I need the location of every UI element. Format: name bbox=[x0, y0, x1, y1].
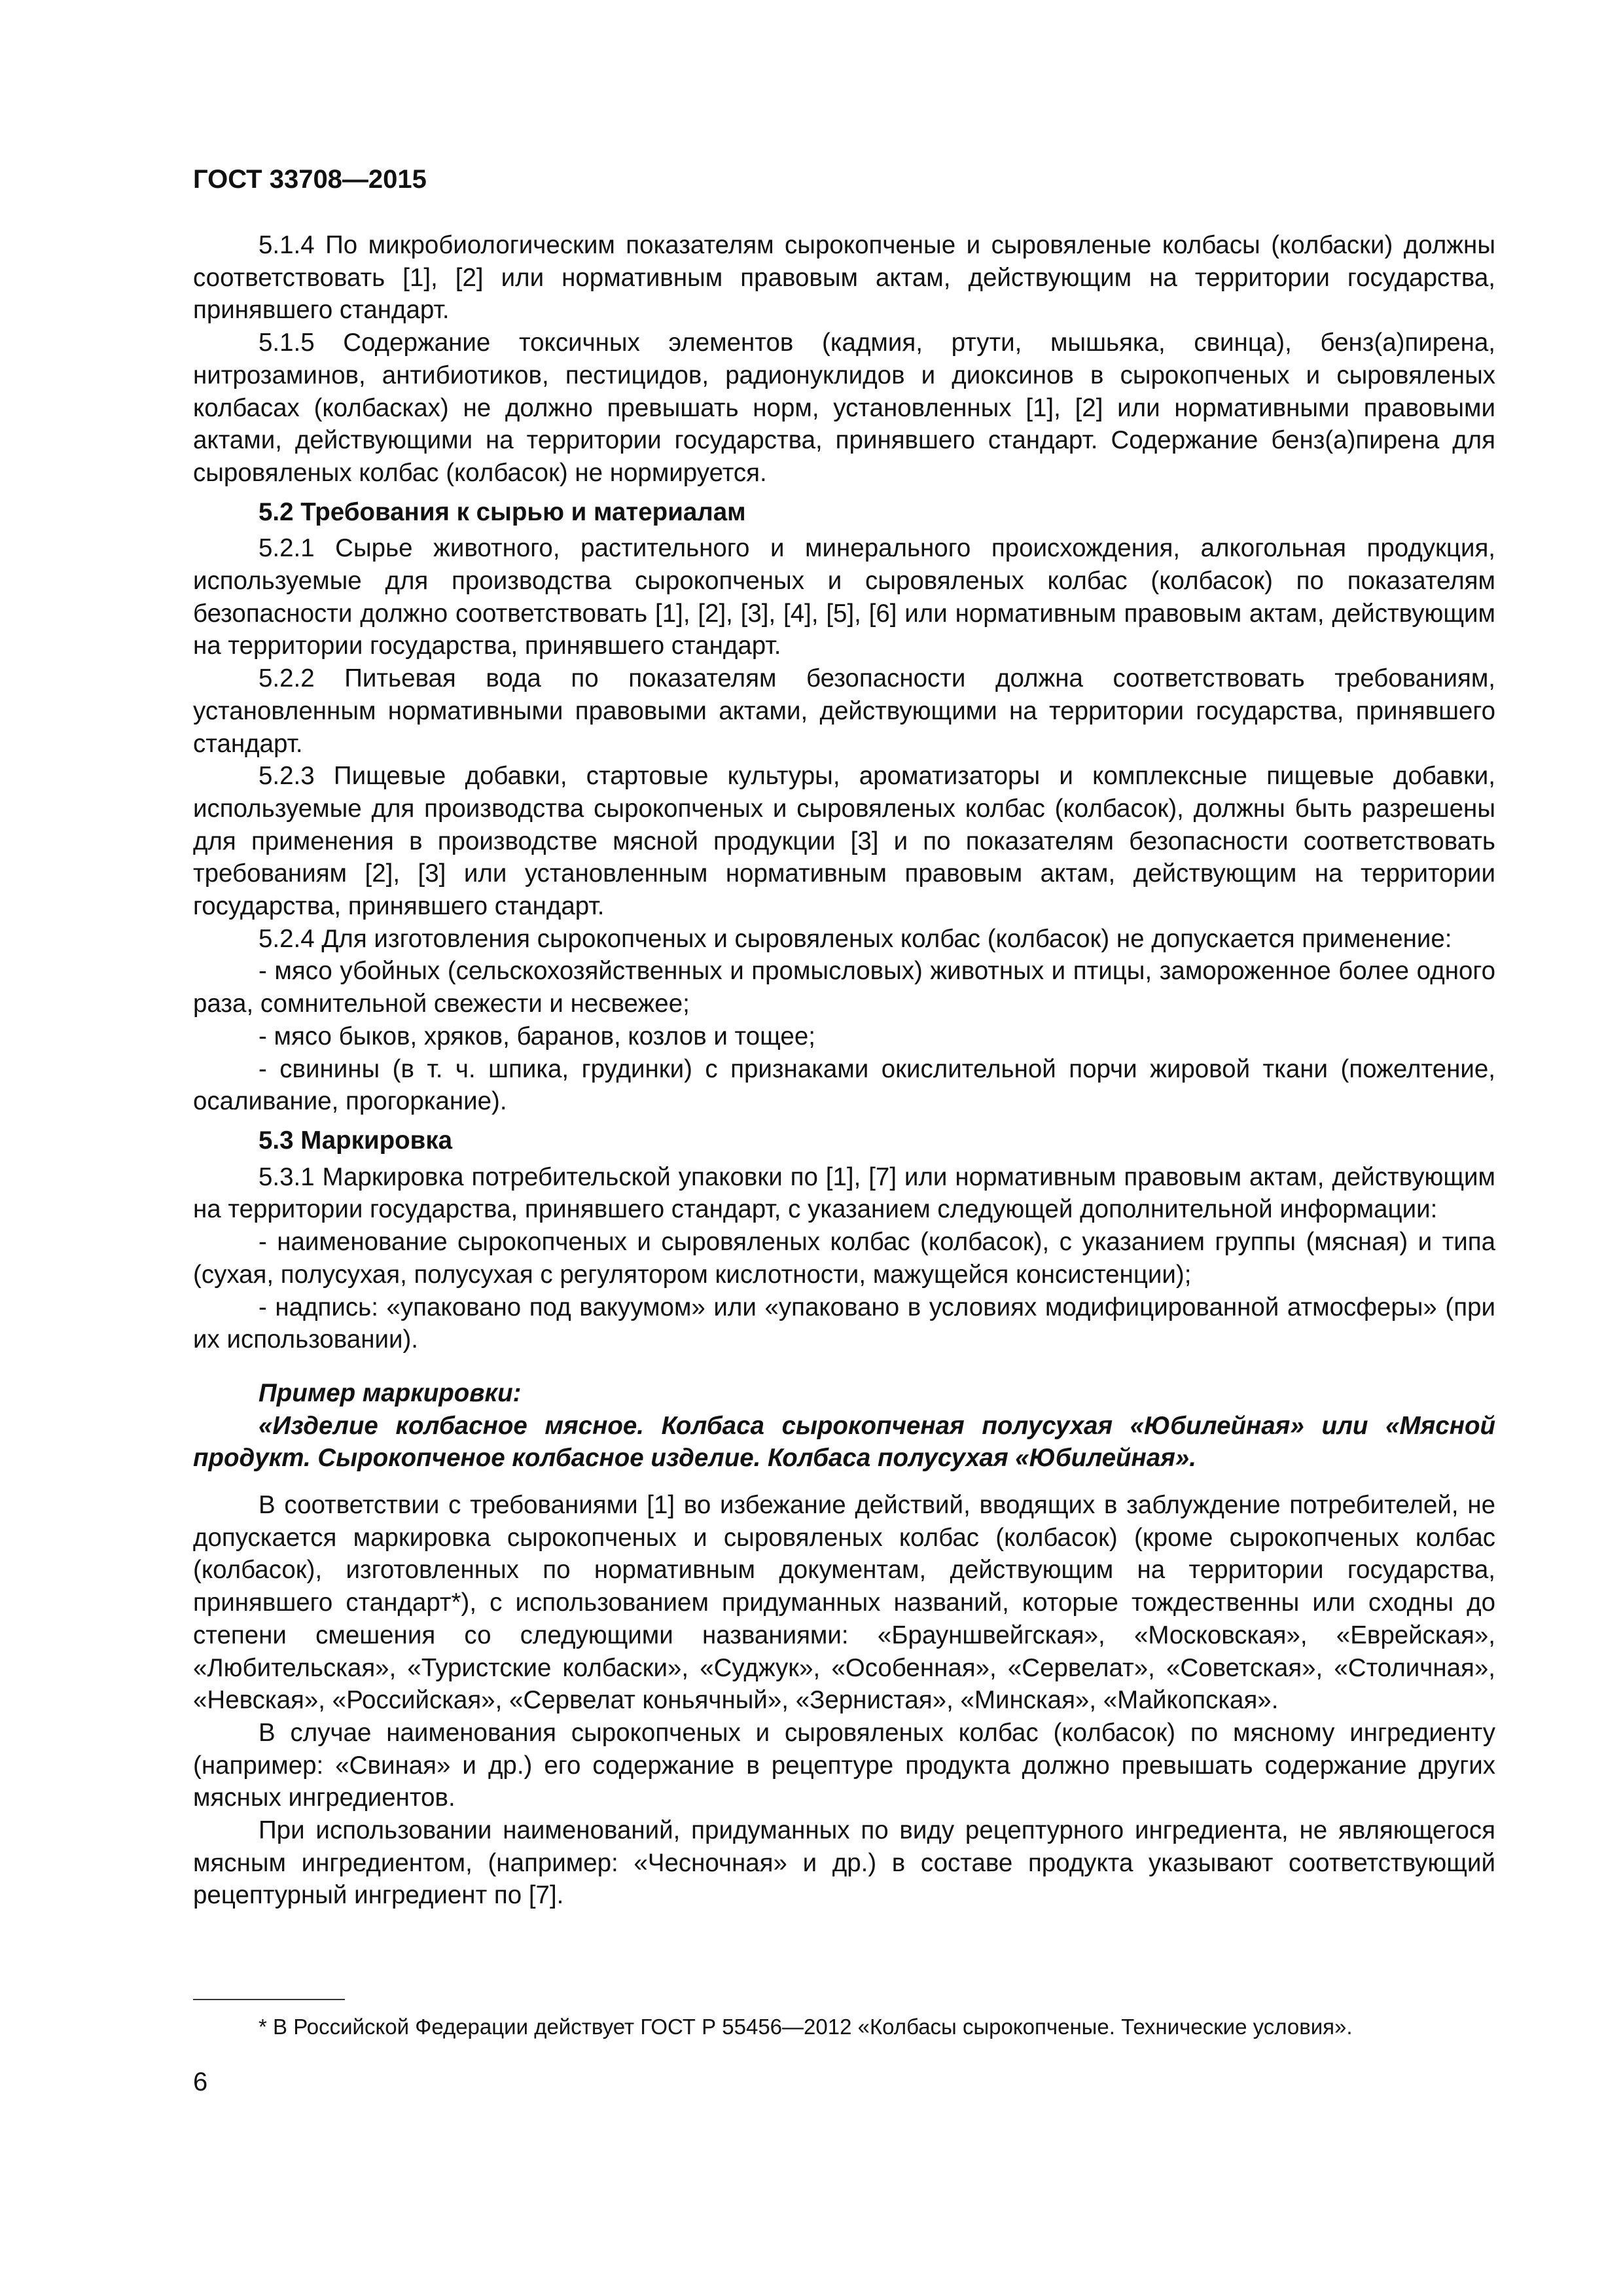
paragraph-5-2-4: 5.2.4 Для изготовления сырокопченых и сыровяленых колбас (колбасок) не допускается применение: bbox=[259, 924, 1452, 953]
paragraph-5-2-2: 5.2.2 Питьевая вода по показателям безопасности должна соответствовать требованиям, установленным нормативными правовыми актами, действующими на территории государства, принявшего стандарт. bbox=[193, 664, 1495, 758]
paragraph-ingredient: В случае наименования сырокопченых и сыровяленых колбас (колбасок) по мясному ингредиенту (например: «Свиная» и др.) его содержание в рецептуре продукта должно превышать содержание других мясных ингредиентов. bbox=[193, 1718, 1495, 1812]
list-item: - мясо быков, хряков, баранов, козлов и тощее; bbox=[259, 1022, 815, 1050]
section-heading-5-3: 5.3 Маркировка bbox=[259, 1126, 453, 1155]
paragraph-5-1-5: 5.1.5 Содержание токсичных элементов (кадмия, ртути, мышьяка, свинца), бенз(а)пирена, нитрозаминов, антибиотиков, пестицидов, радионуклидов и диоксинов в сырокопченых и сыровяленых колбасах (колбасках) не должно превышать норм, установленных [1], [2] или нормативными правовыми актами, действующими на территории государства, принявшего стандарт. Содержание бенз(а)пирена для сыровяленых колбас (колбасок) не нормируется. bbox=[193, 329, 1495, 487]
footnote: * В Российской Федерации действует ГОСТ Р 55456—2012 «Колбасы сырокопченые. Технические условия». bbox=[259, 2015, 1353, 2039]
document-body bbox=[193, 229, 1495, 1912]
paragraph-5-1-4: 5.1.4 По микробиологическим показателям сырокопченые и сыровяленые колбасы (колбаски) должны соответствовать [1], [2] или нормативным правовым актам, действующим на территории государства, принявшего стандарт. bbox=[193, 231, 1495, 325]
footnote-divider bbox=[193, 1999, 345, 2000]
list-item: - наименование сырокопченых и сыровяленых колбас (колбасок), с указанием группы (мясная) и типа (сухая, полусухая, полусухая с регулятором кислотности, мажущейся консистенции); bbox=[193, 1228, 1495, 1289]
page-number: 6 bbox=[193, 2068, 208, 2096]
example-text: «Изделие колбасное мясное. Колбаса сырокопченая полусухая «Юбилейная» или «Мясной продукт. Сырокопченое колбасное изделие. Колбаса полусухая «Юбилейная». bbox=[193, 1411, 1495, 1473]
document-header: ГОСТ 33708—2015 bbox=[193, 165, 427, 194]
list-item: - мясо убойных (сельскохозяйственных и промысловых) животных и птицы, замороженное более одного раза, сомнительной свежести и несвежее; bbox=[193, 957, 1495, 1018]
list-item: - надпись: «упаковано под вакуумом» или «упаковано в условиях модифицированной атмосферы» (при их использовании). bbox=[193, 1293, 1495, 1354]
paragraph-names: В соответствии с требованиями [1] во избежание действий, вводящих в заблуждение потребителей, не допускается маркировка сырокопченых и сыровяленых колбас (колбасок) (кроме сырокопченых колбас (колбасок), изготовленных по нормативным документам, действующим на территории государства, принявшего стандарт*), с использованием придуманных названий, которые тождественны или сходны до степени смешения со следующими названиями: «Брауншвейгская», «Московская», «Еврейская», «Любительская», «Туристские колбаски», «Суджук», «Особенная», «Сервелат», «Советская», «Столичная», «Невская», «Российская», «Сервелат коньячный», «Зернистая», «Минская», «Майкопская». bbox=[193, 1491, 1495, 1715]
paragraph-recipe: При использовании наименований, придуманных по виду рецептурного ингредиента, не являющегося мясным ингредиентом, (например: «Чесночная» и др.) в составе продукта указывают соответствующий рецептурный ингредиент по [7]. bbox=[193, 1816, 1495, 1910]
section-heading-5-2: 5.2 Требования к сырью и материалам bbox=[259, 497, 746, 526]
paragraph-5-3-1: 5.3.1 Маркировка потребительской упаковки по [1], [7] или нормативным правовым актам, действующим на территории государства, принявшего стандарт, с указанием следующей дополнительной информации: bbox=[193, 1162, 1495, 1224]
example-title: Пример маркировки: bbox=[259, 1378, 522, 1407]
paragraph-5-2-1: 5.2.1 Сырье животного, растительного и минерального происхождения, алкогольная продукция, используемые для производства сырокопченых и сыровяленых колбас (колбасок) по показателям безопасности должно соответствовать [1], [2], [3], [4], [5], [6] или нормативным правовым актам, действующим на территории государства, принявшего стандарт. bbox=[193, 534, 1495, 660]
list-item: - свинины (в т. ч. шпика, грудинки) с признаками окислительной порчи жировой ткани (пожелтение, осаливание, прогоркание). bbox=[193, 1054, 1495, 1116]
paragraph-5-2-3: 5.2.3 Пищевые добавки, стартовые культуры, ароматизаторы и комплексные пищевые добавки, используемые для производства сырокопченых и сыровяленых колбас (колбасок), должны быть разрешены для применения в производстве мясной продукции [3] и по показателям безопасности соответствовать требованиям [2], [3] или установленным нормативным правовым актам, действующим на территории государства, принявшего стандарт. bbox=[193, 762, 1495, 921]
